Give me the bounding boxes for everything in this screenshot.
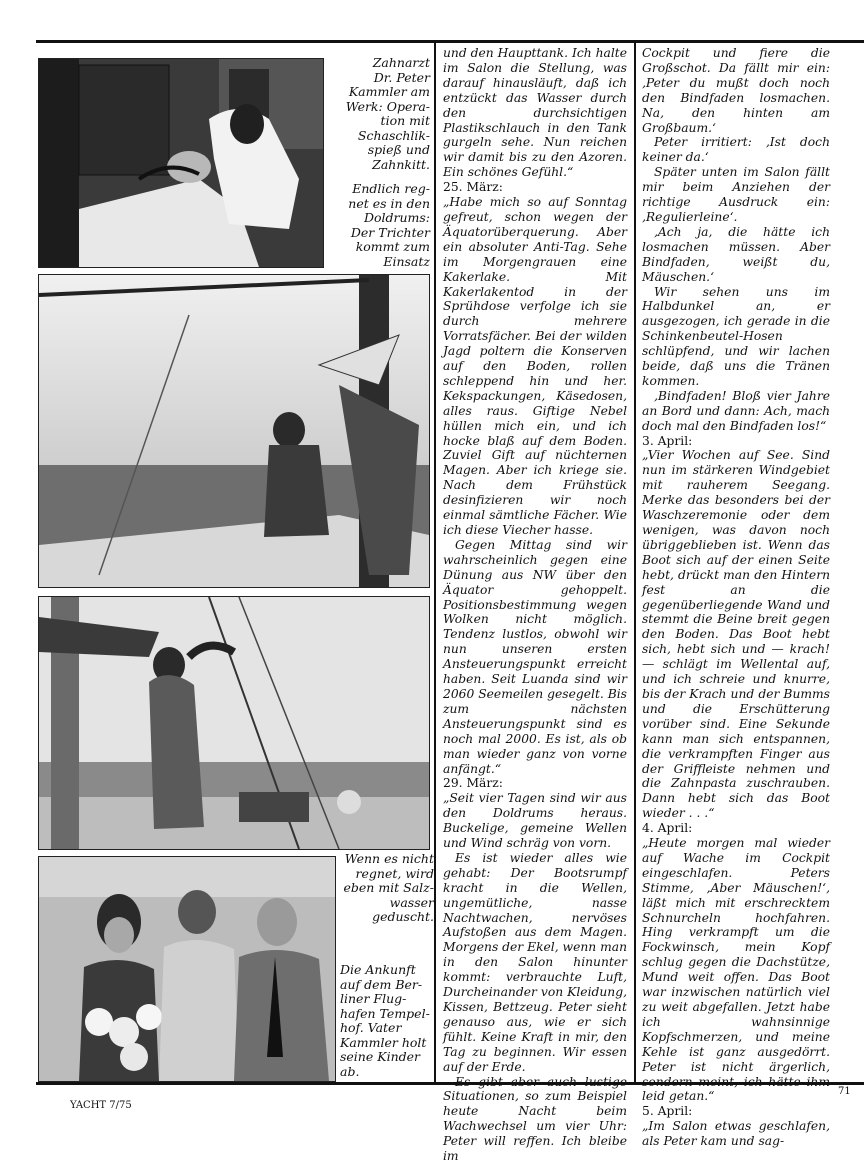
column-divider-1	[434, 43, 436, 1082]
article-paragraph: und den Haupttank. Ich halte im Salon die Stellung, was darauf hinausläuft, daß ich entzückt das Wasser durch den durchsichtigen Plastikschlauch in den Tank gurgeln sehe. Nun reichen wir damit bis zu den Azoren. Ein schönes Gefühl.“	[443, 46, 627, 180]
caption-dentist: Zahnarzt Dr. Peter Kammler am Werk: Opera- tion mit Schaschlik- spieß und Zahnkitt.	[345, 55, 430, 172]
article-column-2	[642, 46, 830, 1149]
caption-arrival: Die Ankunft auf dem Ber- liner Flug- hafen Tempel- hof. Vater Kammler holt seine Kinder ab.	[340, 962, 430, 1079]
entry-date: 25. März:	[443, 180, 503, 195]
photo-dentist	[38, 58, 324, 268]
article-paragraph: Gegen Mittag sind wir wahrscheinlich gegen eine Dünung aus NW über den Äquator gehoppelt. Positionsbestimmung wegen Wolken nicht möglich. Tendenz lustlos, obwohl wir nun unseren ersten Ansteuerungspunkt erreicht haben. Seit Luanda sind wir 2060 Seemeilen gesegelt. Bis zum nächsten Ansteuerungspunkt sind es noch mal 2000. Es ist, als ob man wieder ganz von vorne anfängt.“	[443, 537, 627, 776]
article-paragraph: Situationen, so zum Beispiel heute Nacht beim Wachwechsel um vier Uhr: Peter will reffen. Ich bleibe im	[443, 1089, 627, 1164]
article-paragraph: „Vier Wochen auf See. Sind nun im stärkeren Windgebiet mit rauherem Seegang. Merke das besonders bei der Waschzeremonie oder dem wenigen, was davon noch übriggeblieben ist. Wenn das Boot sich auf der einen Seite hebt, drückt man den Hintern fest an die gegenüberliegende Wand und stemmt die Beine breit gegen den Boden. Das Boot hebt sich, hebt sich und — krach! — schlägt im Wellental auf, und ich schreie und knurre, bis der Krach und der Bumms und die Erschütterung vorüber sind. Eine Sekunde kann man sich entspannen, die verkrampften Finger aus der Griffleiste nehmen und die Zahnpasta zuschrauben. Dann hebt sich das Boot wieder . . .“	[642, 448, 830, 821]
bottom-rule	[36, 1082, 864, 1085]
entry-date: 4. April:	[642, 821, 693, 836]
photo-rain-funnel	[38, 274, 430, 588]
article-paragraph: Cockpit und fiere die Großschot. Da fällt mir ein: ‚Peter du mußt doch noch den Bindfaden losmachen. Na, den hinten am Großbaum.‘	[642, 46, 830, 135]
article-paragraph: Peter irritiert: ‚Ist doch keiner da.‘	[642, 135, 830, 165]
article-paragraph: „Habe mich so auf Sonntag gefreut, schon wegen der Äquatorüberquerung. Aber ein absoluter Anti-Tag. Sehe im Morgengrauen eine Kakerlake. Mit Kakerlakentod in der Sprühdose verfolge ich sie durch mehrere Vorratsfächer. Bei der wilden Jagd poltern die Konserven auf den Boden, rollen schleppend hin und her. Kekspackungen, Käsedosen, alles raus. Giftige Nebel hüllen mich ein, und ich hocke blaß auf dem Boden. Zuviel Gift auf nüchternen Magen. Aber ich kriege sie. Nach dem Frühstück desinfizieren wir noch einmal sämtliche Fächer. Wie ich diese Viecher hasse.	[443, 195, 627, 537]
photo-saltwater-shower	[38, 596, 430, 850]
article-paragraph: „Heute morgen mal wieder auf Wache im Cockpit eingeschlafen. Peters Stimme, ‚Aber Mäuschen!‘, läßt mich mit erschrecktem Schnurcheln hochfahren. Hing verkrampft um die Fockwinsch, mein Kopf schlug gegen die Dachstütze, Mund weit offen. Das Boot war inzwischen natürlich viel zu weit abgefallen. Jetzt habe ich wahnsinnige Kopfschmerzen, und meine Kehle ist ganz ausgedörrt. Peter ist nicht ärgerlich, leid getan.“	[642, 836, 830, 1104]
footer-page-number: 71	[838, 1086, 851, 1097]
entry-date: 29. März:	[443, 776, 503, 791]
article-paragraph: Es ist wieder alles wie gehabt: Der Bootsrumpf kracht in die Wellen, ungemütliche, nasse Nachtwachen, nervöses Aufstoßen aus dem Magen. Morgens der Ekel, wenn man in den Salon hinunter kommt: verbrauchte Luft, Durcheinander von Kleidung, Kissen, Bettzeug. Peter sieht genauso aus, wie er sich fühlt. Keine Kraft in mir, den Tag zu beginnen. Wir essen auf der Erde.	[443, 850, 628, 1074]
caption-saltwater: Wenn es nicht regnet, wird eben mit Salz- wasser geduscht.	[343, 851, 434, 924]
article-paragraph: Wir sehen uns im Halbdunkel an, er ausgezogen, ich gerade in die Schinkenbeutel-Hosen schlüpfend, und wir lachen beide, daß uns die Tränen kommen.	[642, 284, 830, 388]
footer-magazine: YACHT 7/75	[70, 1100, 132, 1111]
caption-doldrums: Endlich reg- net es in den Doldrums: Der Trichter kommt zum Einsatz	[348, 181, 430, 269]
article-paragraph: „Im Salon etwas geschlafen, als Peter kam und sag-	[642, 1119, 830, 1149]
top-rule	[36, 40, 864, 43]
article-paragraph: Später unten im Salon fällt mir beim Anziehen der richtige Ausdruck ein: ‚Regulierleine‘.	[642, 165, 830, 224]
article-paragraph: „Seit vier Tagen sind wir aus den Doldrums heraus. Buckelige, gemeine Wellen und Wind schräg von vorn.	[443, 791, 627, 851]
article-paragraph: ‚Ach ja, die hätte ich losmachen müssen. Aber Bindfaden, weißt du, Mäuschen.‘	[642, 224, 830, 284]
article-column-1	[443, 46, 627, 1164]
entry-date: 5. April:	[642, 1104, 693, 1119]
entry-date: 3. April:	[642, 433, 693, 448]
column-divider-2	[634, 43, 636, 1082]
article-paragraph: ‚Bindfaden! Bloß vier Jahre an Bord und dann: Ach, mach doch mal den Bindfaden los!“	[642, 388, 830, 433]
photo-arrival-tempelhof	[38, 856, 336, 1082]
